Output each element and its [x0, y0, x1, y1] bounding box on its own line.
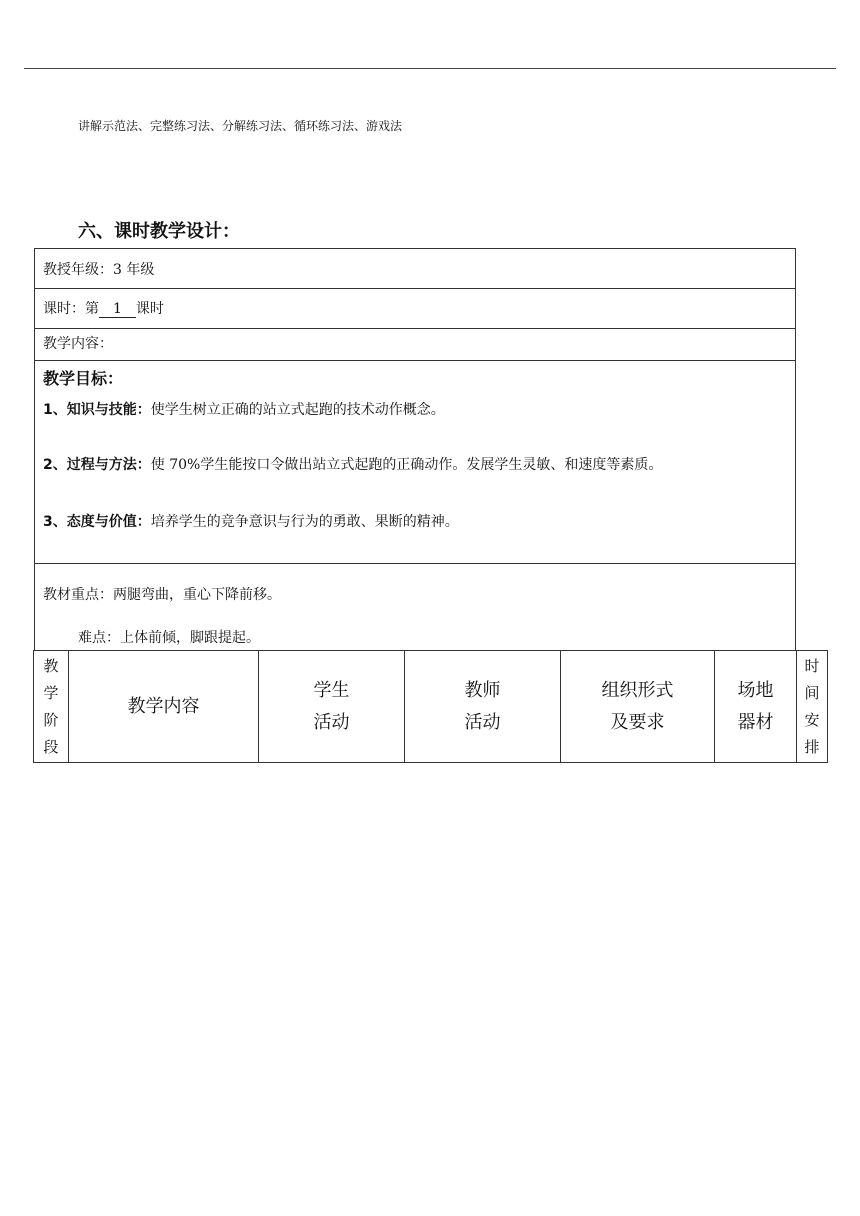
- header-organization-line: 组织形式: [601, 679, 674, 701]
- objective-label: 3、态度与价值：: [43, 514, 151, 530]
- objective-text: 使学生树立正确的站立式起跑的技术动作概念。: [150, 402, 445, 418]
- objective-text: 培养学生的竞争意识与行为的勇敢、果断的精神。: [150, 514, 459, 530]
- header-organization: [561, 651, 715, 763]
- grade-value: 3 年级: [113, 262, 155, 278]
- header-time-char: 间: [804, 683, 820, 702]
- header-time-char: 时: [804, 656, 820, 675]
- header-time-char: 安: [804, 710, 820, 729]
- period-text: [43, 298, 164, 318]
- period-number: 1: [99, 301, 136, 318]
- section-title: 六、课时教学设计：: [78, 221, 240, 242]
- objective-label: 1、知识与技能：: [43, 402, 151, 418]
- header-stage-char: 教: [43, 656, 59, 675]
- objective-text: 使 70%学生能按口令做出站立式起跑的正确动作。发展学生灵敏、和速度等素质。: [150, 457, 663, 473]
- header-rule: [24, 68, 836, 69]
- objectives-box: [34, 360, 796, 564]
- period-row: [34, 288, 796, 329]
- objective-item: [43, 511, 459, 531]
- period-prefix: 课时：第: [43, 301, 99, 317]
- header-student-line: 学生: [313, 679, 350, 701]
- header-equipment-line: 场地: [737, 679, 774, 701]
- header-teacher-line: 活动: [464, 711, 501, 733]
- header-stage: [34, 651, 69, 763]
- key-points-box: [34, 563, 796, 651]
- key-points: 教材重点：两腿弯曲，重心下降前移。: [43, 587, 281, 603]
- header-stage-char: 学: [43, 683, 59, 702]
- teaching-methods: 讲解示范法、完整练习法、分解练习法、循环练习法、游戏法: [78, 119, 403, 133]
- header-student: [259, 651, 405, 763]
- grade-label: 教授年级：: [43, 262, 113, 278]
- objective-item: [43, 399, 445, 419]
- header-content: 教学内容: [69, 651, 259, 763]
- header-equipment-line: 器材: [737, 711, 774, 733]
- period-suffix: 课时: [135, 301, 164, 317]
- content-row: [34, 328, 796, 361]
- header-organization-line: 及要求: [610, 711, 665, 733]
- header-stage-char: 段: [43, 737, 59, 756]
- content-label: 教学内容：: [43, 336, 113, 352]
- header-equipment: [715, 651, 797, 763]
- difficult-points: 难点：上体前倾，脚跟提起。: [78, 630, 260, 646]
- header-time: [797, 651, 828, 763]
- header-time-char: 排: [804, 737, 820, 756]
- objective-item: [43, 454, 662, 474]
- grade-text: [43, 259, 154, 279]
- table-header-row: [34, 651, 828, 763]
- objectives-heading: 教学目标：: [43, 369, 124, 388]
- header-teacher: [405, 651, 561, 763]
- grade-row: [34, 248, 796, 289]
- header-teacher-line: 教师: [464, 679, 501, 701]
- header-student-line: 活动: [313, 711, 350, 733]
- lesson-plan-header-table: [33, 650, 828, 763]
- objective-label: 2、过程与方法：: [43, 457, 151, 473]
- header-stage-char: 阶: [43, 710, 59, 729]
